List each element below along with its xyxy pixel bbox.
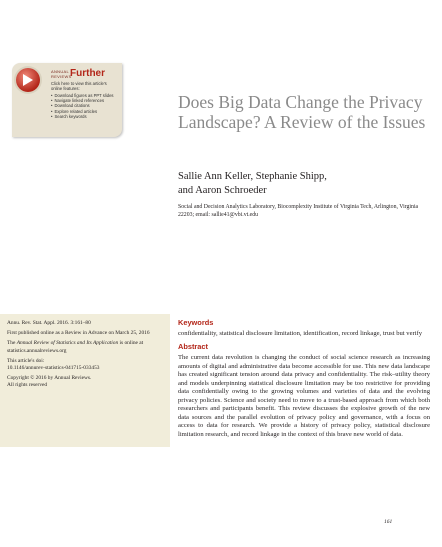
annual-reviews-further-badge[interactable] <box>12 63 122 137</box>
abstract-text: The current data revolution is changing the conduct of social science research as increasing amounts of digital and administrative data become accessible for use. This new data landscape has created significant tension around data privacy and confidentiality. The risk–utility theory and models underpinning statistical disclosure limitation may be too restrictive for providing data confidentially owing to the growing volumes and varieties of data and the evolving privacy policies. Science and society need to move to a trust-based approach from which both researchers and participants benefit. This review discusses the explosive growth of the new data sources and the parallel evolution of privacy policy and governance, with a focus on access to data for research. We provide a history of privacy policy, statistical disclosure limitation research, and record linkage in the context of this brave new world of data. <box>178 354 430 438</box>
article-title: Does Big Data Change the Privacy Landscape? A Review of the Issues <box>178 92 426 132</box>
author-line: Sallie Ann Keller, Stephanie Shipp, <box>178 171 327 182</box>
journal-name: Annual Review of Statistics and Its Application <box>16 340 119 347</box>
rights: All rights reserved <box>7 382 48 389</box>
feature-item[interactable]: • Download figures as PPT slides <box>51 93 114 98</box>
keywords-abstract-column <box>178 318 430 439</box>
feature-list <box>51 93 114 119</box>
author-line: and Aaron Schroeder <box>178 184 267 196</box>
doi-link[interactable]: 10.1146/annurev-statistics-041715-033453 <box>7 365 100 372</box>
first-published-note: First published online as a Review in Advance on March 25, 2016 <box>7 330 150 337</box>
feature-item[interactable]: • Download citations <box>51 103 114 108</box>
abstract-heading: Abstract <box>178 342 208 352</box>
annual-reviews-brand: ANNUAL REVIEWS <box>51 69 72 79</box>
doi-block <box>7 358 165 372</box>
citation: Annu. Rev. Stat. Appl. 2016. 3:161–80 <box>7 320 91 326</box>
page-number: 161 <box>384 519 393 525</box>
feature-item[interactable]: • Search keywords <box>51 114 114 119</box>
publication-info-sidebar <box>0 314 170 447</box>
copyright: Copyright © 2016 by Annual Reviews. <box>7 375 92 382</box>
play-arrow-icon <box>16 68 40 92</box>
feature-item[interactable]: • Explore related articles <box>51 109 114 114</box>
affiliation: Social and Decision Analytics Laboratory, Biocomplexity Institute of Virginia Tech, Arlington, Virginia 22203; email: sallie41@vbi.vt.edu <box>178 204 419 218</box>
keywords-text: confidentiality, statistical disclosure limitation, identification, record linkage, trust but verify <box>178 330 423 337</box>
doi-label: This article's doi: <box>7 357 45 364</box>
journal-online-note: The Annual Review of Statistics and Its Application is online at statistics.annualreviews.org <box>7 340 144 354</box>
keywords-heading: Keywords <box>178 318 214 327</box>
author-list <box>178 170 428 197</box>
feature-item[interactable]: • Navigate linked references <box>51 98 114 103</box>
copyright-block <box>7 375 165 389</box>
click-here-text[interactable]: Click here to view this article's online features: <box>51 81 107 91</box>
further-label: Further <box>70 68 105 79</box>
